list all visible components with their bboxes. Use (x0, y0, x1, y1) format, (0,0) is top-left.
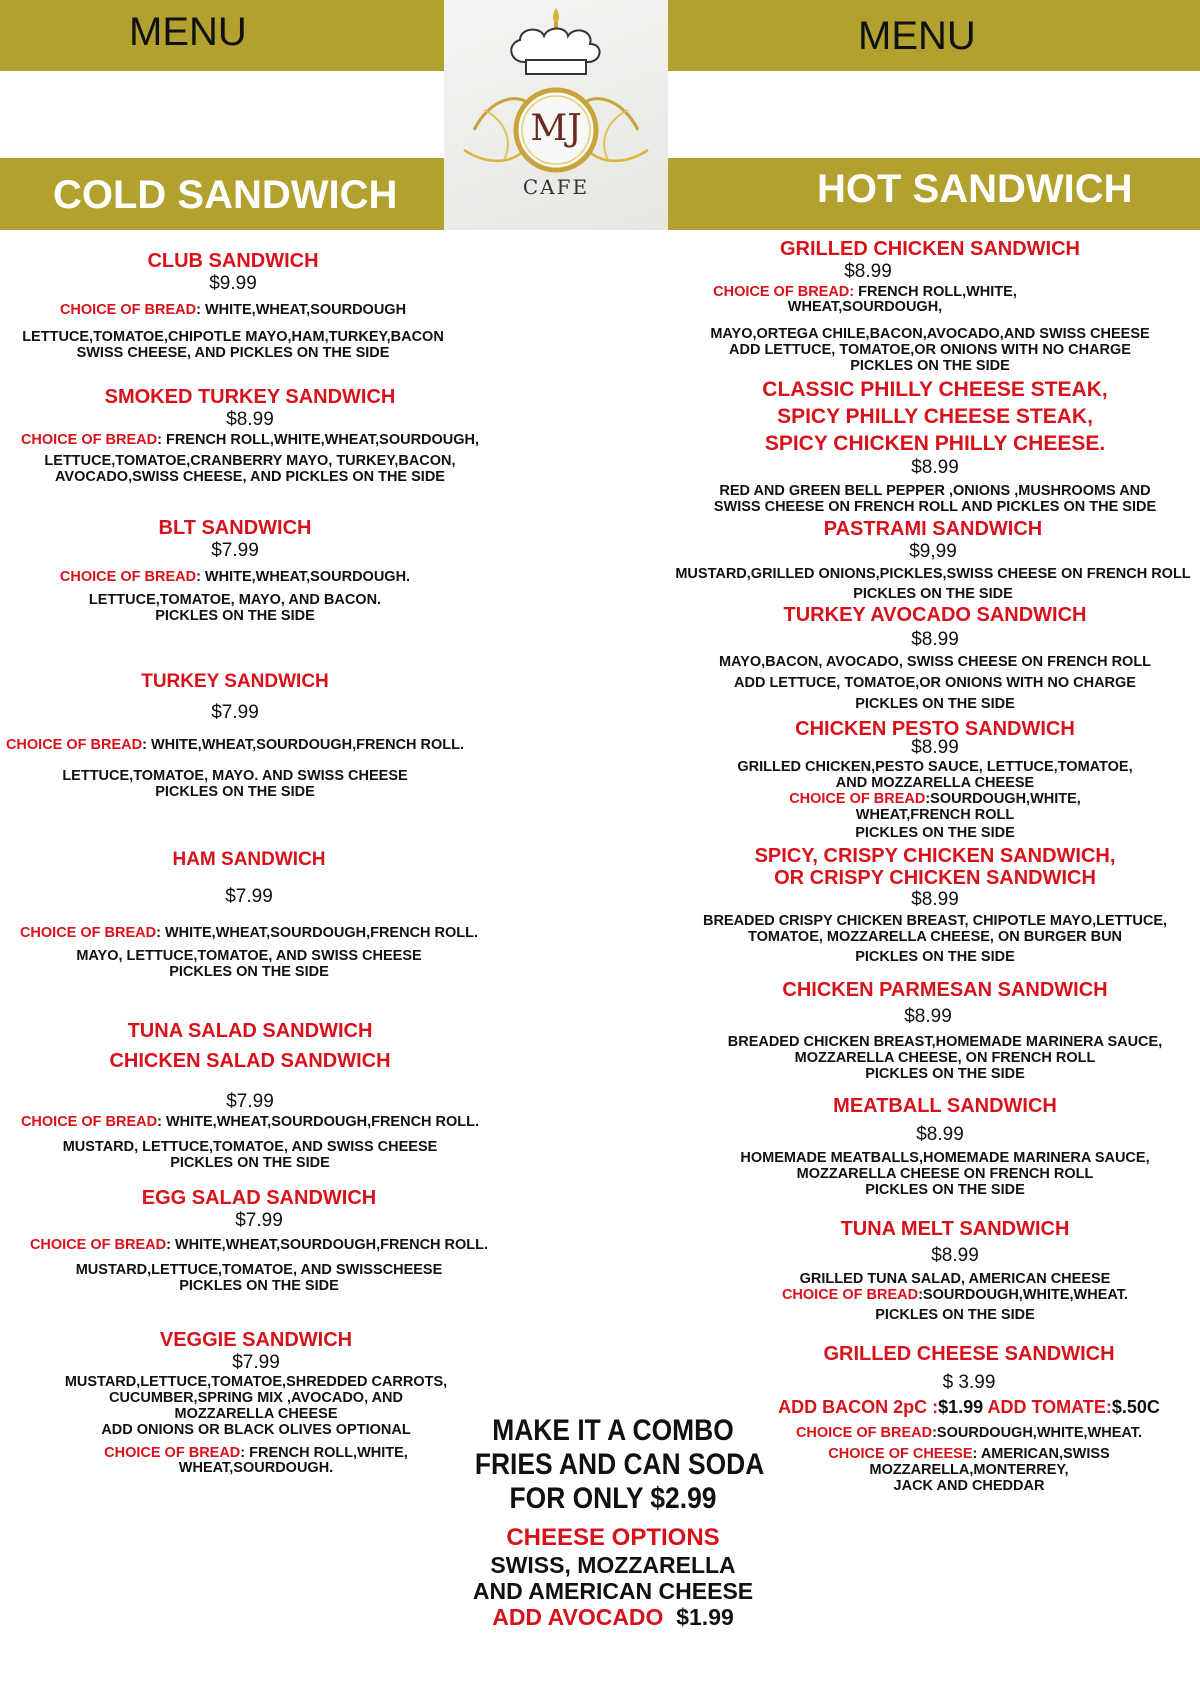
menu-item-egg-salad (0, 1186, 518, 1294)
bread-choice (710, 1287, 1200, 1303)
item-description: LETTUCE,TOMATOE, MAYO, AND BACON. PICKLES ON THE SIDE (88, 592, 382, 624)
item-price: $7.99 (225, 886, 273, 907)
bread-label: CHOICE OF BREAD (5, 737, 143, 753)
cheese-choice (736, 1446, 1200, 1462)
item-name: CLUB SANDWICH (147, 250, 319, 272)
bread-choice (0, 568, 470, 586)
cheese-options-line-1: SWISS, MOZZARELLA (490, 1552, 736, 1578)
item-price: $8.99 (911, 737, 959, 758)
item-note: PICKLES ON THE SIDE (853, 586, 1013, 602)
cheese-options-line-2: AND AMERICAN CHEESE (472, 1578, 754, 1604)
cheese-label: CHOICE OF CHEESE (828, 1446, 973, 1462)
addons-line (736, 1394, 1200, 1420)
item-name: SPICY, CRISPY CHICKEN SANDWICH, (754, 845, 1116, 867)
bread-choice (0, 924, 498, 942)
menu-item-smoked-turkey (0, 385, 500, 485)
bread-options-2: WHEAT,SOURDOUGH, (787, 299, 943, 315)
bread-label: CHOICE OF BREAD (789, 791, 926, 807)
menu-item-turkey-avocado (710, 603, 1160, 712)
addon-bacon-price: $1.99 (938, 1397, 984, 1417)
item-price: $8.99 (911, 457, 959, 478)
item-name: MEATBALL SANDWICH (833, 1095, 1057, 1117)
item-price: $8.99 (844, 261, 892, 282)
bread-options: : WHITE,WHEAT,SOURDOUGH (196, 302, 407, 318)
menu-item-crispy-chicken (680, 845, 1190, 965)
item-description: LETTUCE,TOMATOE, MAYO. AND SWISS CHEESE PICKLES ON THE SIDE (62, 768, 408, 800)
bread-choice (710, 791, 1160, 807)
combo-line-3: FOR ONLY $2.99 (509, 1482, 717, 1515)
item-description-2: ADD LETTUCE, TOMATOE,OR ONIONS WITH NO CHARGE (734, 675, 1136, 691)
item-description: GRILLED TUNA SALAD, AMERICAN CHEESE (799, 1271, 1111, 1287)
item-name: HAM SANDWICH (172, 849, 326, 870)
item-description: HOMEMADE MEATBALLS,HOMEMADE MARINERA SAUCE, MOZZARELLA CHEESE ON FRENCH ROLL PICKLES ON THE SIDE (740, 1150, 1150, 1198)
bread-label: CHOICE OF BREAD (104, 1445, 241, 1461)
item-name: TURKEY AVOCADO SANDWICH (783, 604, 1087, 626)
logo-monogram: MJ (530, 108, 582, 149)
menu-item-philly (700, 376, 1170, 515)
menu-item-blt (0, 516, 470, 624)
addon-tomate-label: ADD TOMATE: (983, 1397, 1112, 1417)
bread-choice (0, 1113, 500, 1131)
bread-label: CHOICE OF BREAD (59, 302, 197, 318)
item-price: $7.99 (232, 1352, 280, 1373)
menu-heading-right: MENU (858, 14, 976, 58)
cheese-options: : AMERICAN,SWISS (972, 1446, 1110, 1462)
combo-line-2: FRIES AND CAN SODA (474, 1448, 765, 1481)
hot-sandwich-title: HOT SANDWICH (817, 167, 1133, 211)
bread-options: :SOURDOUGH,WHITE,WHEAT. (918, 1287, 1129, 1303)
bread-options: : WHITE,WHEAT,SOURDOUGH. (196, 569, 411, 585)
bread-choice (736, 1424, 1200, 1442)
add-avocado-line (456, 1604, 770, 1630)
item-name: TUNA SALAD SANDWICH (127, 1020, 373, 1042)
bread-options: :SOURDOUGH,WHITE,WHEAT. (932, 1425, 1143, 1441)
item-name: SMOKED TURKEY SANDWICH (104, 386, 396, 408)
item-name-2: OR CRISPY CHICKEN SANDWICH (774, 867, 1096, 889)
bread-label: CHOICE OF BREAD (20, 1114, 158, 1130)
bread-label: CHOICE OF BREAD (781, 1287, 919, 1303)
item-name: GRILLED CHEESE SANDWICH (823, 1343, 1115, 1365)
combo-offer (456, 1414, 770, 1630)
bread-options: : FRENCH ROLL,WHITE, (240, 1445, 408, 1461)
bread-choice (0, 1236, 518, 1254)
item-description: LETTUCE,TOMATOE,CRANBERRY MAYO, TURKEY,BACON, AVOCADO,SWISS CHEESE, AND PICKLES ON THE SIDE (44, 453, 456, 485)
item-name: BLT SANDWICH (158, 517, 312, 539)
item-name: GRILLED CHICKEN SANDWICH (780, 238, 1080, 260)
item-name-3: SPICY CHICKEN PHILLY CHEESE. (764, 432, 1106, 455)
bread-options: : WHITE,WHEAT,SOURDOUGH,FRENCH ROLL. (166, 1237, 489, 1253)
item-price: $7.99 (211, 540, 259, 561)
menu-item-meatball (710, 1094, 1180, 1198)
menu-item-chicken-pesto (710, 717, 1160, 841)
bread-choice (0, 431, 500, 449)
combo-line-1: MAKE IT A COMBO (492, 1414, 734, 1447)
bread-label: CHOICE OF BREAD (713, 284, 850, 300)
item-description: MAYO,BACON, AVOCADO, SWISS CHEESE ON FRENCH ROLL (718, 654, 1152, 670)
cheese-options-2: MOZZARELLA,MONTERREY, JACK AND CHEDDAR (869, 1462, 1069, 1494)
bread-options-2: WHEAT,SOURDOUGH. (178, 1460, 334, 1476)
bread-label: CHOICE OF BREAD (19, 925, 157, 941)
menu-item-veggie (0, 1328, 512, 1477)
item-name: TUNA MELT SANDWICH (840, 1218, 1070, 1240)
menu-item-ham (0, 848, 498, 980)
item-description: BREADED CRISPY CHICKEN BREAST, CHIPOTLE MAYO,LETTUCE, TOMATOE, MOZZARELLA CHEESE, ON BURGER BUN (702, 913, 1168, 945)
item-note: PICKLES ON THE SIDE (855, 696, 1015, 712)
bread-choice (0, 301, 466, 319)
item-price: $7.99 (226, 1091, 274, 1112)
item-name: CHICKEN PARMESAN SANDWICH (782, 979, 1108, 1001)
bread-options: : WHITE,WHEAT,SOURDOUGH,FRENCH ROLL. (142, 737, 465, 753)
item-name-2: SPICY PHILLY CHEESE STEAK, (777, 405, 1093, 428)
logo-cafe-text: CAFE (522, 175, 590, 199)
cheese-options-title: CHEESE OPTIONS (506, 1524, 720, 1551)
item-note: PICKLES ON THE SIDE (855, 949, 1015, 965)
item-price: $8.99 (911, 629, 959, 650)
item-description: MUSTARD,LETTUCE,TOMATOE, AND SWISSCHEESE PICKLES ON THE SIDE (75, 1262, 443, 1294)
item-price: $ 3.99 (942, 1372, 996, 1393)
bread-label: CHOICE OF BREAD (20, 432, 158, 448)
item-name: CLASSIC PHILLY CHEESE STEAK, (762, 378, 1108, 401)
item-price: $8.99 (916, 1124, 964, 1145)
menu-item-pastrami (656, 517, 1200, 602)
menu-item-grilled-cheese (736, 1342, 1200, 1494)
item-price: $7.99 (235, 1210, 283, 1231)
item-note: PICKLES ON THE SIDE (855, 825, 1015, 841)
menu-item-chicken-parmesan (710, 978, 1180, 1082)
item-description: MUSTARD, LETTUCE,TOMATOE, AND SWISS CHEESE PICKLES ON THE SIDE (62, 1139, 438, 1171)
item-name: PASTRAMI SANDWICH (823, 518, 1043, 540)
item-description: RED AND GREEN BELL PEPPER ,ONIONS ,MUSHROOMS AND SWISS CHEESE ON FRENCH ROLL AND PICKLES ON THE SIDE (713, 483, 1157, 515)
addon-tomate-price: $.50C (1111, 1397, 1160, 1417)
bread-options: : FRENCH ROLL,WHITE,WHEAT,SOURDOUGH, (157, 432, 480, 448)
item-name: CHICKEN PESTO SANDWICH (795, 718, 1075, 740)
item-price: $8.99 (911, 889, 959, 910)
item-description: MUSTARD,LETTUCE,TOMATOE,SHREDDED CARROTS, CUCUMBER,SPRING MIX ,AVOCADO, AND MOZZARELLA CHEESE ADD ONIONS OR BLACK OLIVES OPTIONAL (64, 1374, 448, 1438)
add-avocado-label: ADD AVOCADO (492, 1604, 664, 1630)
item-price: $8.99 (931, 1245, 979, 1266)
cold-sandwich-title: COLD SANDWICH (53, 173, 398, 217)
menu-item-club (0, 249, 466, 361)
add-avocado-price: $1.99 (663, 1604, 734, 1630)
item-name: TURKEY SANDWICH (141, 671, 329, 692)
bread-options: : WHITE,WHEAT,SOURDOUGH,FRENCH ROLL. (157, 1114, 480, 1130)
bread-options: FRENCH ROLL,WHITE, (854, 284, 1017, 300)
item-description: BREADED CHICKEN BREAST,HOMEMADE MARINERA SAUCE, MOZZARELLA CHEESE, ON FRENCH ROLL PICKLES ON THE SIDE (727, 1034, 1163, 1082)
bread-label: CHOICE OF BREAD (795, 1425, 933, 1441)
mj-cafe-logo (444, 0, 668, 230)
bread-label: CHOICE OF BREAD (59, 569, 197, 585)
bread-label: CHOICE OF BREAD (29, 1237, 167, 1253)
menu-heading-left: MENU (129, 10, 247, 54)
bread-options: :SOURDOUGH,WHITE, (925, 791, 1081, 807)
menu-item-tuna-melt (710, 1217, 1200, 1323)
item-price: $8.99 (904, 1006, 952, 1027)
item-price: $8.99 (226, 409, 274, 430)
item-name-2: CHICKEN SALAD SANDWICH (109, 1050, 391, 1072)
item-description: MUSTARD,GRILLED ONIONS,PICKLES,SWISS CHEESE ON FRENCH ROLL (675, 566, 1191, 582)
menu-item-turkey (0, 670, 470, 800)
menu-item-grilled-chicken (710, 237, 1150, 374)
item-price: $7.99 (211, 702, 259, 723)
item-price: $9,99 (909, 541, 957, 562)
bread-options: : WHITE,WHEAT,SOURDOUGH,FRENCH ROLL. (156, 925, 479, 941)
bread-choice (0, 736, 470, 754)
item-note: PICKLES ON THE SIDE (875, 1307, 1035, 1323)
item-description: MAYO, LETTUCE,TOMATOE, AND SWISS CHEESE PICKLES ON THE SIDE (76, 948, 422, 980)
bread-colon: : (849, 284, 855, 300)
bread-options-2: WHEAT,FRENCH ROLL (855, 807, 1015, 823)
item-name: EGG SALAD SANDWICH (141, 1187, 377, 1209)
item-description: LETTUCE,TOMATOE,CHIPOTLE MAYO,HAM,TURKEY,BACON SWISS CHEESE, AND PICKLES ON THE SIDE (22, 329, 444, 361)
menu-item-tuna-chicken-salad (0, 1019, 500, 1171)
item-price: $9.99 (209, 273, 257, 294)
item-name: VEGGIE SANDWICH (159, 1329, 353, 1351)
item-description: GRILLED CHICKEN,PESTO SAUCE, LETTUCE,TOMATOE, AND MOZZARELLA CHEESE (737, 759, 1133, 791)
addon-bacon-label: ADD BACON 2pC : (778, 1397, 939, 1417)
item-description: MAYO,ORTEGA CHILE,BACON,AVOCADO,AND SWISS CHEESE ADD LETTUCE, TOMATOE,OR ONIONS WITH NO CHARGE PICKLES ON THE SIDE (710, 326, 1150, 374)
